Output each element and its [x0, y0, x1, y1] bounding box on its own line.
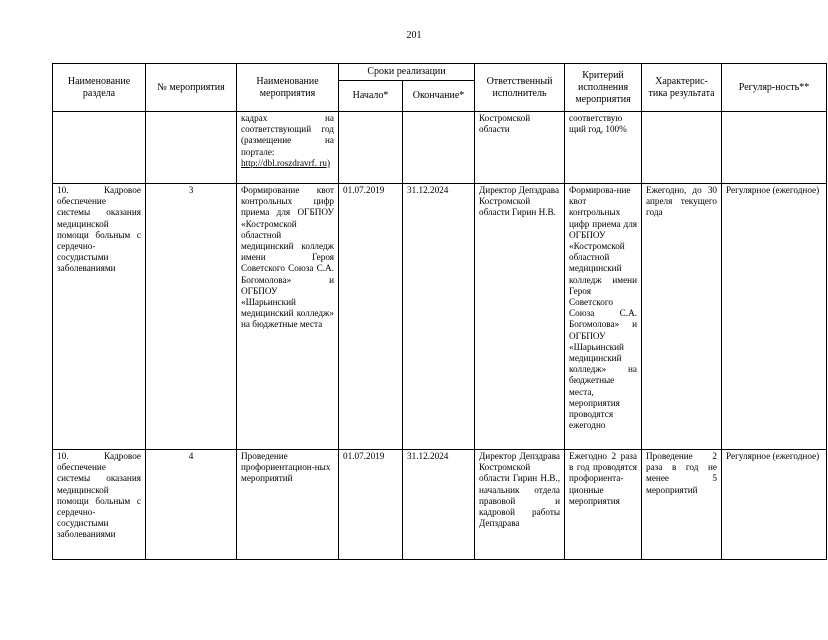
cell-num: 3 [146, 184, 237, 450]
cell-criterion: Формирова-ние квот контрольных цифр приема для ОГБПОУ «Костромской областной медицинский колледж имени Героя Советского Союза С.А. Богомолова» и ОГБПОУ «Шарьинский медицинский колледж» на бюджетные места, мероприятия проводятся ежегодно [565, 184, 642, 450]
cell-responsible: Костромской области [475, 112, 565, 184]
header-terms: Сроки реализации [339, 64, 475, 81]
activities-table [52, 63, 827, 560]
cell-name [237, 112, 339, 184]
cell-criterion: соответствую щий год, 100% [565, 112, 642, 184]
header-regularity: Регуляр-ность** [722, 64, 827, 112]
cell-start [339, 112, 403, 184]
header-responsible: Ответственный исполнитель [475, 64, 565, 112]
cell-end: 31.12.2024 [403, 184, 475, 450]
cell-end [403, 112, 475, 184]
page-number: 201 [406, 30, 422, 41]
cell-start: 01.07.2019 [339, 450, 403, 560]
header-num: № мероприятия [146, 64, 237, 112]
table-row [53, 112, 827, 184]
cell-responsible: Директор Депздрава Костромской области Гирин Н.В., начальник отдела правовой и кадровой работы Депздрава [475, 450, 565, 560]
portal-link[interactable]: http://dbl.roszdravrf. ru) [241, 157, 331, 168]
header-result: Характерис-тика результата [642, 64, 722, 112]
cell-num: 4 [146, 450, 237, 560]
cell-section [53, 112, 146, 184]
cell-result: Проведение 2 раза в год не менее 5 мероприятий [642, 450, 722, 560]
table-row [53, 184, 827, 450]
cell-name: Проведение профориентацион-ных мероприятий [237, 450, 339, 560]
cell-section: 10. Кадровое обеспечение системы оказания медицинской помощи больным с сердечно-сосудистыми заболеваниями [53, 450, 146, 560]
cell-criterion: Ежегодно 2 раза в год проводятся профориента-ционные мероприятия [565, 450, 642, 560]
header-end: Окончание* [403, 81, 475, 112]
cell-responsible: Директор Депздрава Костромской области Гирин Н.В. [475, 184, 565, 450]
cell-num [146, 112, 237, 184]
name-text: кадрах на соответствующий год (размещение на портале: [241, 113, 334, 157]
header-name: Наименование мероприятия [237, 64, 339, 112]
cell-result: Ежегодно, до 30 апреля текущего года [642, 184, 722, 450]
cell-regularity: Регулярное (ежегодное) [722, 184, 827, 450]
cell-regularity [722, 112, 827, 184]
cell-start: 01.07.2019 [339, 184, 403, 450]
header-criterion: Критерий исполнения мероприятия [565, 64, 642, 112]
header-start: Начало* [339, 81, 403, 112]
cell-end: 31.12.2024 [403, 450, 475, 560]
cell-name: Формирование квот контрольных цифр приема для ОГБПОУ «Костромской областной медицинский колледж имени Героя Советского Союза С.А. Богомолова» и ОГБПОУ «Шарьинский медицинский колледж» на бюджетные места [237, 184, 339, 450]
cell-result [642, 112, 722, 184]
header-section: Наименование раздела [53, 64, 146, 112]
table-row [53, 450, 827, 560]
cell-section: 10. Кадровое обеспечение системы оказания медицинской помощи больным с сердечно-сосудистыми заболеваниями [53, 184, 146, 450]
cell-regularity: Регулярное (ежегодное) [722, 450, 827, 560]
